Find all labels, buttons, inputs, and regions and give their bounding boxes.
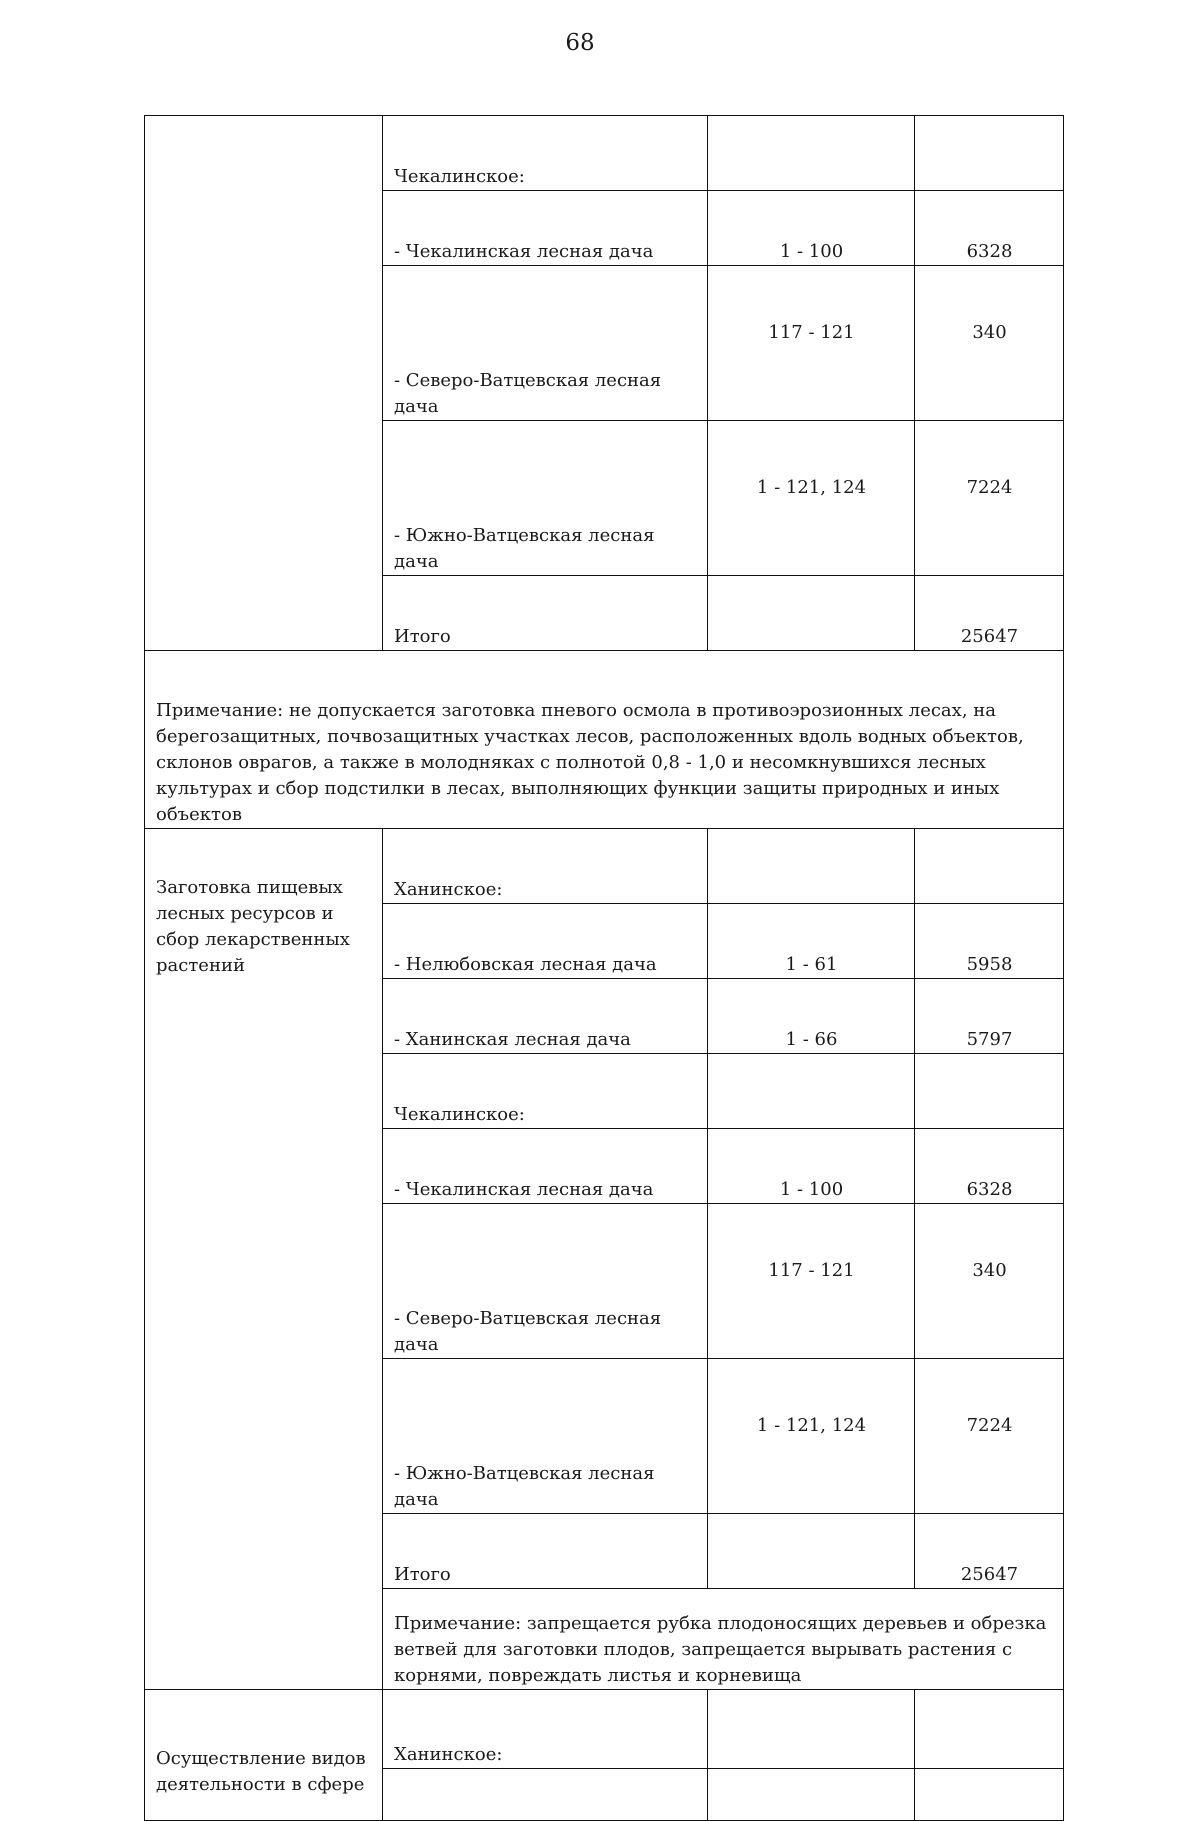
forest-dacha-name: - Северо-Ватцевская лесная дача (383, 1204, 708, 1359)
table-row (145, 1690, 1064, 1769)
area-cell: 340 (915, 1204, 1064, 1359)
table-row (145, 829, 1064, 904)
note-text: Примечание: не допускается заготовка пневого осмола в противоэрозионных лесах, на берегозащитных, почвозащитных участках лесов, расположенных вдоль водных объектов, склонов оврагов, а также в молодняках с полнотой 0,8 - 1,0 и несомкнувшихся лесных культурах и сбор подстилки в лесах, выполняющих функции защиты природных и иных объектов (145, 651, 1064, 829)
forest-dacha-name: - Чекалинская лесная дача (383, 191, 708, 266)
quarters-cell: 1 - 121, 124 (708, 1359, 915, 1514)
region-cell: Ханинское: (383, 829, 708, 904)
region-cell: Чекалинское: (383, 116, 708, 191)
quarters-cell: 1 - 121, 124 (708, 421, 915, 576)
page-number: 68 (565, 30, 595, 56)
quarters-cell: 117 - 121 (708, 1204, 915, 1359)
forest-dacha-name: - Северо-Ватцевская лесная дача (383, 266, 708, 421)
quarters-cell: 117 - 121 (708, 266, 915, 421)
total-value: 25647 (915, 1514, 1064, 1589)
region-cell: Ханинское: (383, 1690, 708, 1769)
forest-dacha-name: - Южно-Ватцевская лесная дача (383, 1359, 708, 1514)
quarters-cell: 1 - 66 (708, 979, 915, 1054)
forest-dacha-name: - Чекалинская лесная дача (383, 1129, 708, 1204)
table-row (145, 116, 1064, 191)
area-cell: 6328 (915, 191, 1064, 266)
total-label: Итого (383, 1514, 708, 1589)
quarters-cell: 1 - 100 (708, 1129, 915, 1204)
area-cell: 5797 (915, 979, 1064, 1054)
total-label: Итого (383, 576, 708, 651)
area-cell: 5958 (915, 904, 1064, 979)
quarters-cell: 1 - 61 (708, 904, 915, 979)
total-value: 25647 (915, 576, 1064, 651)
forest-resources-table (144, 115, 1064, 1821)
forest-dacha-name: - Нелюбовская лесная дача (383, 904, 708, 979)
note-text: Примечание: запрещается рубка плодоносящих деревьев и обрезка ветвей для заготовки плодов, запрещается вырывать растения с корнями, повреждать листья и корневища (383, 1589, 1064, 1690)
activity-cell-empty (145, 116, 383, 651)
forest-dacha-name: - Южно-Ватцевская лесная дача (383, 421, 708, 576)
activity-cell: Заготовка пищевых лесных ресурсов и сбор лекарственных растений (145, 829, 383, 1690)
area-cell: 7224 (915, 421, 1064, 576)
area-cell: 7224 (915, 1359, 1064, 1514)
quarters-cell: 1 - 100 (708, 191, 915, 266)
region-cell: Чекалинское: (383, 1054, 708, 1129)
activity-cell: Осуществление видов деятельности в сфере (145, 1690, 383, 1821)
forest-dacha-name: - Ханинская лесная дача (383, 979, 708, 1054)
note-row (145, 651, 1064, 829)
area-cell: 340 (915, 266, 1064, 421)
area-cell: 6328 (915, 1129, 1064, 1204)
